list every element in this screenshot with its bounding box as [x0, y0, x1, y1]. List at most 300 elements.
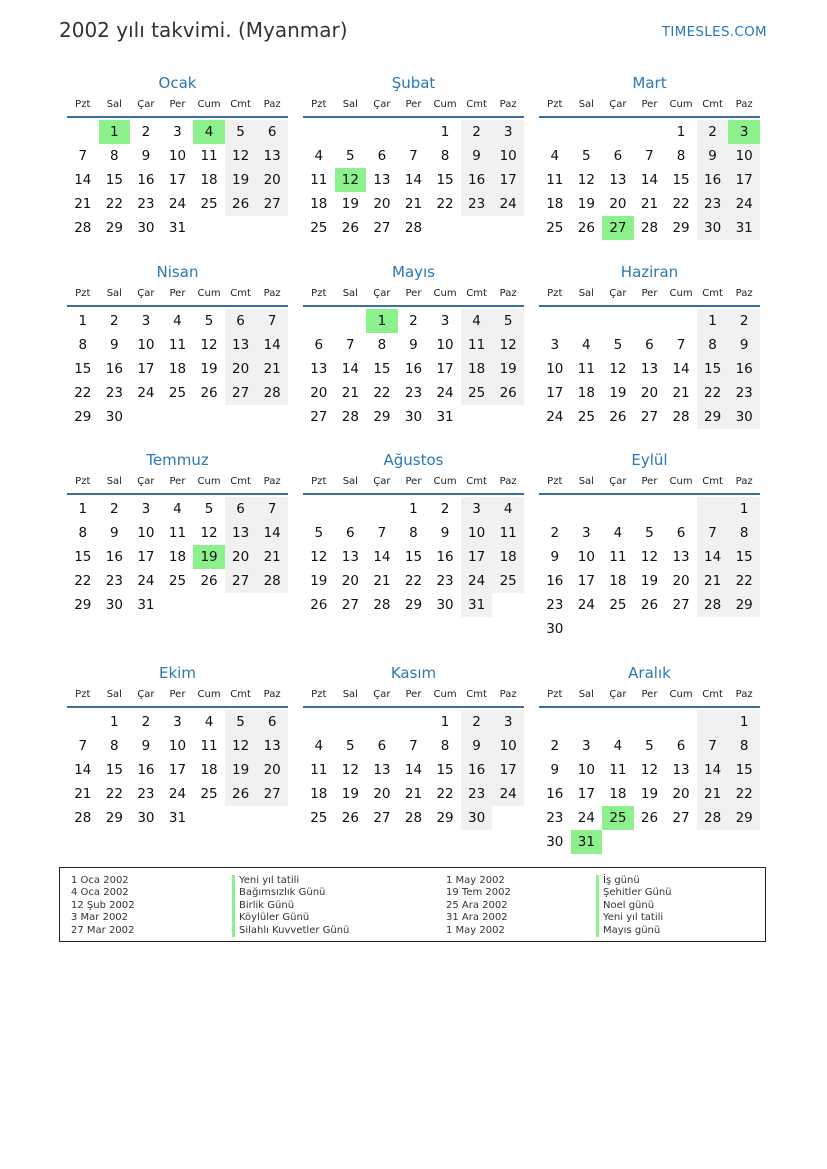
day-cell: 25 [310, 810, 328, 826]
empty-cell [602, 830, 634, 854]
day-cell: 9 [697, 144, 729, 168]
day-cell: 4 [613, 738, 623, 754]
day-cell: 25 [168, 573, 187, 589]
day-cell: 16 [137, 172, 155, 188]
day-cell: 7 [676, 337, 686, 353]
day-cell: 30 [697, 216, 729, 240]
month-block [67, 449, 288, 617]
legend-holiday-name: Şehitler Günü [596, 887, 672, 899]
day-cell: 23 [105, 385, 123, 401]
day-cell: 3 [582, 525, 591, 541]
day-cell: 19 [492, 357, 524, 381]
weekday-label: Pzt [311, 689, 327, 700]
day-cell: 18 [200, 762, 218, 778]
empty-cell [697, 710, 729, 734]
day-cell: 3 [582, 738, 591, 754]
empty-cell [539, 309, 571, 333]
weekday-label: Çar [137, 99, 155, 110]
day-cell: 12 [492, 333, 524, 357]
month-block [67, 261, 288, 429]
day-cell: 24 [577, 597, 595, 613]
day-cell: 12 [341, 762, 359, 778]
day-cell: 24 [492, 192, 524, 216]
day-cell: 18 [461, 357, 493, 381]
empty-cell [335, 309, 367, 333]
day-cell: 23 [105, 573, 123, 589]
empty-cell [461, 216, 493, 240]
day-cell: 12 [577, 172, 595, 188]
day-cell: 20 [672, 786, 690, 802]
day-cell: 26 [492, 381, 524, 405]
legend-date: 25 Ara 2002 [446, 899, 508, 911]
day-cell: 5 [204, 501, 214, 517]
weekday-label: Per [405, 99, 422, 110]
day-cell: 22 [373, 385, 391, 401]
weekday-header [303, 97, 524, 118]
day-cell: 15 [728, 545, 760, 569]
weekday-label: Sal [578, 689, 594, 700]
holiday-day-cell: 1 [366, 309, 398, 333]
weekday-label: Per [169, 689, 186, 700]
day-cell: 6 [225, 309, 257, 333]
day-cell: 6 [676, 525, 686, 541]
day-cell: 27 [672, 810, 690, 826]
day-cell: 26 [310, 597, 328, 613]
weekday-label: Cmt [702, 99, 723, 110]
days-grid [303, 497, 524, 617]
day-cell: 8 [110, 738, 119, 754]
day-cell: 19 [225, 168, 257, 192]
empty-cell [571, 617, 603, 641]
weekday-header [67, 97, 288, 118]
days-grid [303, 309, 524, 429]
day-cell: 22 [105, 786, 123, 802]
empty-cell [634, 710, 666, 734]
weekday-label: Cum [433, 476, 457, 487]
empty-cell [539, 120, 571, 144]
day-cell: 13 [672, 762, 690, 778]
weekday-label: Sal [106, 99, 122, 110]
weekday-label: Pzt [75, 99, 91, 110]
day-cell: 25 [492, 569, 524, 593]
day-cell: 6 [645, 337, 654, 353]
day-cell: 31 [461, 593, 493, 617]
weekday-label: Pzt [311, 476, 327, 487]
day-cell: 6 [256, 710, 288, 734]
day-cell: 21 [697, 782, 729, 806]
day-cell: 8 [78, 337, 88, 353]
day-cell: 4 [314, 738, 324, 754]
holiday-day-cell: 19 [193, 545, 225, 569]
day-cell: 9 [461, 734, 493, 758]
empty-cell [665, 710, 697, 734]
day-cell: 16 [697, 168, 729, 192]
day-cell: 22 [728, 569, 760, 593]
day-cell: 17 [492, 168, 524, 192]
empty-cell [162, 405, 194, 429]
weekday-label: Cum [197, 689, 221, 700]
weekday-label: Çar [137, 476, 155, 487]
month-name: Haziran [620, 263, 679, 281]
day-cell: 6 [346, 525, 355, 541]
day-cell: 18 [546, 196, 564, 212]
day-cell: 3 [141, 501, 151, 517]
weekday-label: Çar [137, 689, 155, 700]
day-cell: 27 [341, 597, 359, 613]
day-cell: 24 [728, 192, 760, 216]
day-cell: 16 [404, 361, 423, 377]
day-cell: 6 [314, 337, 324, 353]
month-name: Mayıs [392, 263, 435, 281]
day-cell: 9 [461, 144, 493, 168]
day-cell: 5 [225, 120, 257, 144]
month-name: Şubat [391, 74, 436, 92]
month-block [539, 261, 760, 429]
day-cell: 3 [492, 120, 524, 144]
month-name: Kasım [390, 664, 437, 682]
day-cell: 24 [168, 196, 187, 212]
day-cell: 15 [105, 172, 123, 188]
weekday-label: Paz [263, 689, 281, 700]
day-cell: 31 [436, 409, 454, 425]
weekday-label: Pzt [75, 689, 91, 700]
day-cell: 17 [577, 573, 595, 589]
day-cell: 1 [78, 501, 88, 517]
holiday-day-cell: 27 [602, 216, 634, 240]
weekday-label: Çar [373, 288, 391, 299]
day-cell: 9 [550, 762, 560, 778]
day-cell: 23 [728, 381, 760, 405]
day-cell: 1 [78, 313, 88, 329]
day-cell: 28 [256, 381, 288, 405]
empty-cell [193, 216, 225, 240]
day-cell: 19 [640, 573, 659, 589]
empty-cell [602, 710, 634, 734]
weekday-header [67, 687, 288, 708]
day-cell: 5 [645, 525, 654, 541]
day-cell: 5 [346, 148, 355, 164]
day-cell: 30 [105, 597, 123, 613]
weekday-label: Paz [735, 689, 753, 700]
day-cell: 21 [640, 196, 659, 212]
day-cell: 21 [74, 786, 92, 802]
day-cell: 28 [697, 593, 729, 617]
weekday-label: Pzt [75, 476, 91, 487]
day-cell: 27 [225, 569, 257, 593]
day-cell: 30 [461, 806, 493, 830]
day-cell: 3 [173, 124, 182, 140]
day-cell: 14 [404, 762, 423, 778]
day-cell: 11 [168, 525, 187, 541]
day-cell: 22 [404, 573, 423, 589]
day-cell: 24 [137, 385, 155, 401]
empty-cell [602, 617, 634, 641]
day-cell: 8 [728, 521, 760, 545]
month-block [67, 662, 288, 830]
day-cell: 9 [409, 337, 418, 353]
day-cell: 15 [672, 172, 690, 188]
days-grid [67, 120, 288, 240]
day-cell: 13 [256, 144, 288, 168]
day-cell: 30 [105, 409, 123, 425]
legend-date: 27 Mar 2002 [71, 924, 135, 936]
day-cell: 19 [640, 786, 659, 802]
empty-cell [225, 593, 257, 617]
legend-date: 4 Oca 2002 [71, 887, 129, 899]
empty-cell [571, 710, 603, 734]
weekday-label: Paz [499, 476, 517, 487]
day-cell: 15 [74, 361, 92, 377]
weekday-label: Per [169, 288, 186, 299]
day-cell: 7 [697, 521, 729, 545]
empty-cell [398, 710, 430, 734]
day-cell: 3 [492, 710, 524, 734]
empty-cell [571, 120, 603, 144]
day-cell: 20 [225, 357, 257, 381]
day-cell: 13 [640, 361, 659, 377]
days-grid [303, 710, 524, 830]
weekday-label: Çar [373, 99, 391, 110]
empty-cell [256, 216, 288, 240]
empty-cell [366, 710, 398, 734]
weekday-label: Per [641, 99, 658, 110]
empty-cell [665, 497, 697, 521]
day-cell: 17 [436, 361, 454, 377]
weekday-label: Per [405, 476, 422, 487]
empty-cell [225, 216, 257, 240]
day-cell: 16 [461, 168, 493, 192]
day-cell: 31 [137, 597, 155, 613]
empty-cell [634, 830, 666, 854]
day-cell: 9 [110, 525, 119, 541]
empty-cell [571, 497, 603, 521]
weekday-label: Cum [197, 288, 221, 299]
day-cell: 5 [492, 309, 524, 333]
day-cell: 4 [314, 148, 324, 164]
legend-names-right [596, 875, 672, 937]
day-cell: 24 [546, 409, 564, 425]
day-cell: 24 [577, 810, 595, 826]
day-cell: 20 [373, 196, 391, 212]
day-cell: 10 [436, 337, 454, 353]
day-cell: 8 [440, 738, 450, 754]
holiday-day-cell: 25 [602, 806, 634, 830]
weekday-label: Per [641, 288, 658, 299]
day-cell: 1 [440, 714, 450, 730]
day-cell: 14 [74, 762, 92, 778]
empty-cell [303, 309, 335, 333]
empty-cell [335, 120, 367, 144]
weekday-label: Sal [578, 288, 594, 299]
day-cell: 28 [672, 409, 690, 425]
day-cell: 5 [613, 337, 623, 353]
holiday-legend [59, 867, 766, 942]
weekday-label: Cmt [702, 689, 723, 700]
day-cell: 1 [676, 124, 686, 140]
day-cell: 4 [461, 309, 493, 333]
empty-cell [303, 120, 335, 144]
empty-cell [67, 710, 99, 734]
empty-cell [303, 710, 335, 734]
day-cell: 27 [310, 409, 328, 425]
day-cell: 7 [697, 734, 729, 758]
day-cell: 15 [404, 549, 423, 565]
day-cell: 29 [74, 409, 92, 425]
day-cell: 24 [492, 782, 524, 806]
day-cell: 1 [728, 710, 760, 734]
day-cell: 12 [640, 549, 659, 565]
day-cell: 3 [173, 714, 182, 730]
day-cell: 8 [110, 148, 119, 164]
day-cell: 24 [137, 573, 155, 589]
month-name: Nisan [156, 263, 199, 281]
weekday-header [303, 687, 524, 708]
day-cell: 22 [436, 786, 454, 802]
empty-cell [335, 497, 367, 521]
day-cell: 21 [404, 196, 423, 212]
empty-cell [225, 405, 257, 429]
month-name: Mart [632, 74, 667, 92]
empty-cell [602, 120, 634, 144]
day-cell: 26 [225, 782, 257, 806]
day-cell: 17 [137, 549, 155, 565]
day-cell: 2 [110, 313, 119, 329]
legend-date: 1 May 2002 [446, 875, 505, 886]
empty-cell [130, 405, 162, 429]
day-cell: 11 [168, 337, 187, 353]
day-cell: 18 [609, 573, 627, 589]
day-cell: 28 [256, 569, 288, 593]
empty-cell [728, 830, 760, 854]
day-cell: 20 [310, 385, 328, 401]
month-block [67, 72, 288, 240]
empty-cell [697, 617, 729, 641]
weekday-label: Çar [609, 288, 627, 299]
weekday-label: Paz [735, 288, 753, 299]
day-cell: 2 [440, 501, 450, 517]
day-cell: 14 [373, 549, 391, 565]
empty-cell [429, 216, 461, 240]
empty-cell [256, 593, 288, 617]
day-cell: 17 [728, 168, 760, 192]
weekday-label: Cmt [466, 689, 487, 700]
day-cell: 28 [697, 806, 729, 830]
month-block [539, 449, 760, 641]
empty-cell [67, 120, 99, 144]
day-cell: 29 [728, 806, 760, 830]
day-cell: 13 [609, 172, 627, 188]
weekday-label: Cmt [466, 99, 487, 110]
day-cell: 2 [461, 120, 493, 144]
empty-cell [256, 405, 288, 429]
day-cell: 12 [225, 144, 257, 168]
holiday-day-cell: 4 [193, 120, 225, 144]
day-cell: 2 [550, 738, 560, 754]
empty-cell [539, 497, 571, 521]
holiday-day-cell: 12 [335, 168, 367, 192]
legend-holiday-name: Bağımsızlık Günü [232, 887, 349, 899]
empty-cell [665, 830, 697, 854]
day-cell: 19 [341, 196, 359, 212]
weekday-label: Per [169, 476, 186, 487]
day-cell: 10 [461, 521, 493, 545]
day-cell: 29 [74, 597, 92, 613]
day-cell: 2 [141, 714, 151, 730]
day-cell: 15 [697, 357, 729, 381]
weekday-label: Pzt [547, 288, 563, 299]
weekday-label: Sal [342, 288, 358, 299]
day-cell: 21 [373, 573, 391, 589]
day-cell: 1 [110, 714, 119, 730]
day-cell: 4 [204, 714, 214, 730]
weekday-header [539, 474, 760, 495]
weekday-label: Sal [106, 288, 122, 299]
weekday-label: Cum [433, 689, 457, 700]
day-cell: 14 [672, 361, 690, 377]
day-cell: 15 [436, 762, 454, 778]
day-cell: 7 [78, 148, 88, 164]
day-cell: 29 [105, 810, 123, 826]
day-cell: 27 [640, 409, 659, 425]
day-cell: 10 [492, 734, 524, 758]
day-cell: 8 [697, 333, 729, 357]
day-cell: 12 [200, 337, 218, 353]
legend-holiday-name: Birlik Günü [232, 900, 349, 912]
day-cell: 22 [672, 196, 690, 212]
weekday-label: Sal [578, 476, 594, 487]
weekday-label: Cum [433, 99, 457, 110]
day-cell: 18 [492, 545, 524, 569]
day-cell: 8 [440, 148, 450, 164]
day-cell: 25 [546, 220, 564, 236]
day-cell: 6 [377, 148, 387, 164]
day-cell: 7 [645, 148, 654, 164]
legend-date: 3 Mar 2002 [71, 912, 129, 924]
day-cell: 22 [697, 381, 729, 405]
day-cell: 12 [310, 549, 328, 565]
days-grid [303, 120, 524, 240]
day-cell: 5 [346, 738, 355, 754]
day-cell: 23 [461, 782, 493, 806]
day-cell: 16 [728, 357, 760, 381]
day-cell: 9 [141, 148, 151, 164]
day-cell: 28 [74, 220, 92, 236]
day-cell: 26 [200, 573, 218, 589]
day-cell: 10 [168, 148, 187, 164]
day-cell: 14 [640, 172, 659, 188]
day-cell: 27 [225, 381, 257, 405]
brand-link[interactable]: TIMESLES.COM [661, 24, 767, 40]
day-cell: 13 [373, 172, 391, 188]
month-block [303, 72, 524, 240]
day-cell: 30 [404, 409, 423, 425]
day-cell: 15 [436, 172, 454, 188]
day-cell: 5 [225, 710, 257, 734]
day-cell: 4 [492, 497, 524, 521]
day-cell: 11 [609, 549, 627, 565]
weekday-label: Pzt [547, 476, 563, 487]
day-cell: 2 [141, 124, 151, 140]
day-cell: 9 [440, 525, 450, 541]
month-name: Temmuz [146, 451, 209, 469]
day-cell: 6 [225, 497, 257, 521]
day-cell: 20 [672, 573, 690, 589]
day-cell: 11 [200, 738, 218, 754]
day-cell: 13 [341, 549, 359, 565]
day-cell: 28 [404, 810, 423, 826]
day-cell: 11 [609, 762, 627, 778]
day-cell: 20 [256, 758, 288, 782]
